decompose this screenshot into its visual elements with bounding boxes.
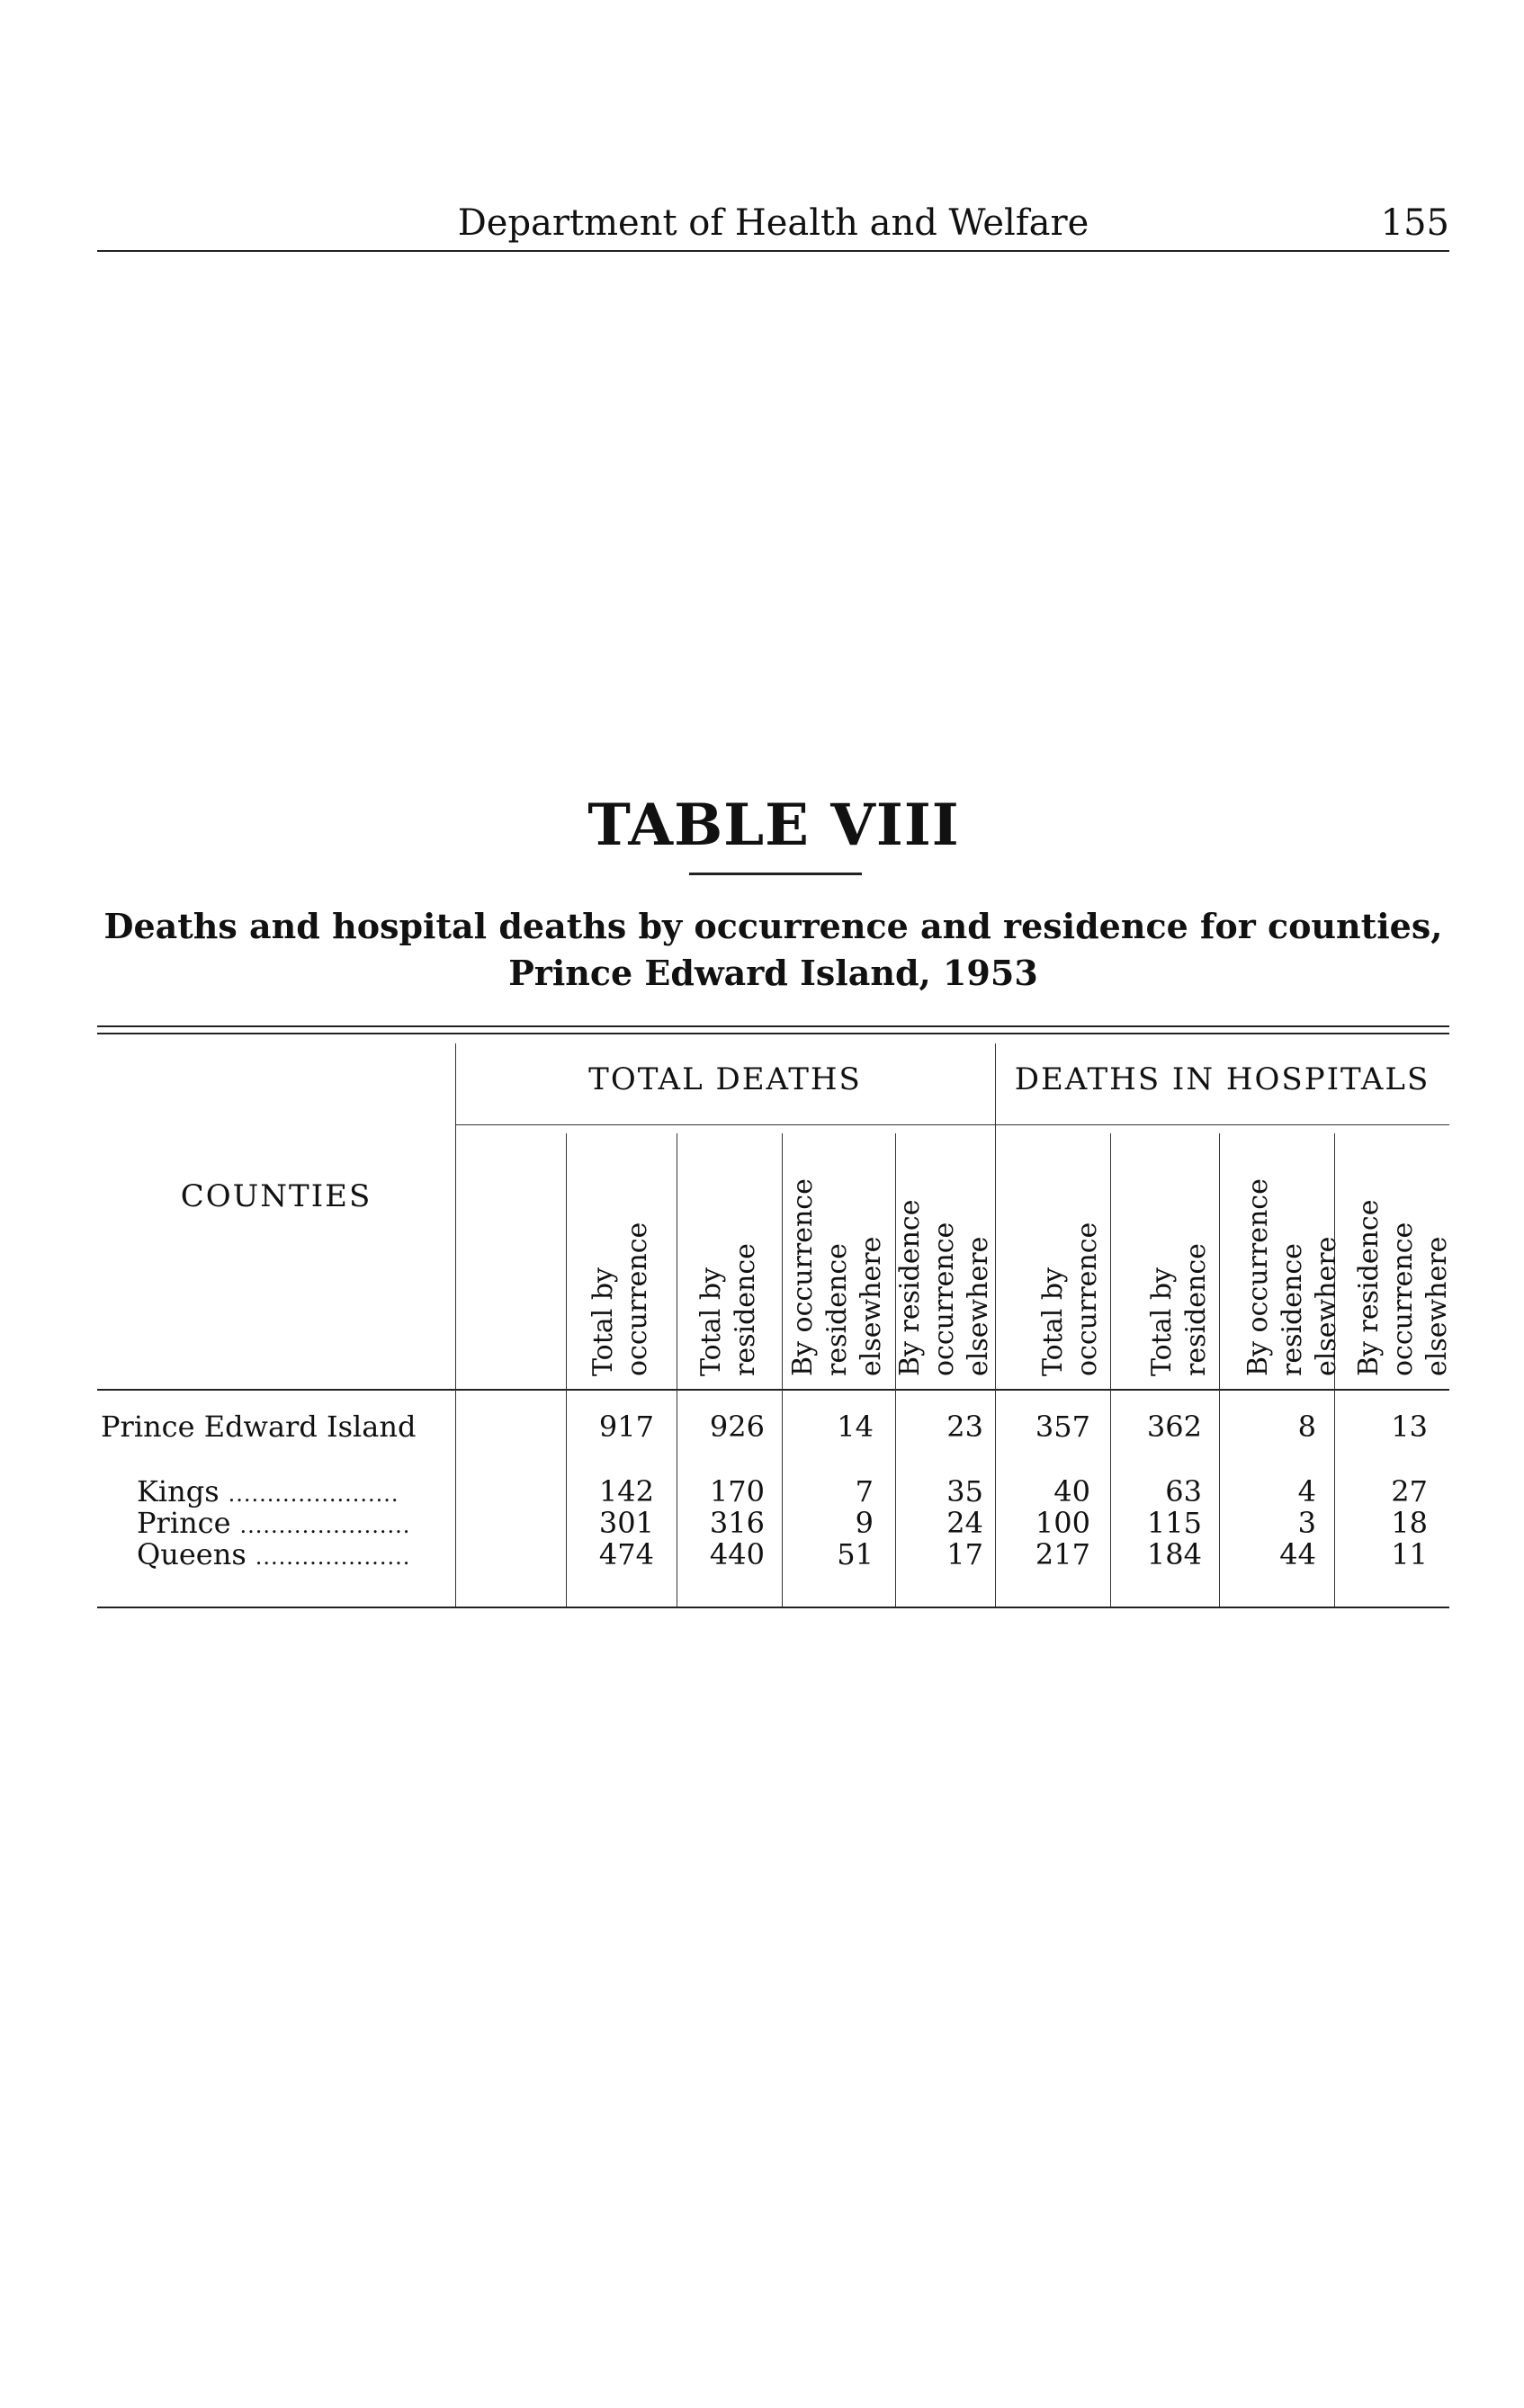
caption-line-2: Prince Edward Island, 1953 <box>508 953 1038 993</box>
group-header-rule <box>455 1124 1449 1125</box>
table-cell: 44 <box>1279 1537 1316 1571</box>
table-cell: 184 <box>1146 1537 1202 1571</box>
table-cell: 13 <box>1391 1410 1428 1444</box>
column-header-by-occurrence-residence-elsewhere: By occurrence residence elsewhere <box>787 1178 887 1376</box>
row-label-kings: Kings ...................... <box>137 1474 399 1508</box>
column-header-hospital-by-residence-occurrence-elsewhere: By residence occurrence elsewhere <box>1353 1199 1453 1376</box>
table-cell: 51 <box>837 1537 874 1571</box>
table-cell: 440 <box>709 1537 765 1571</box>
table-cell: 63 <box>1165 1474 1202 1508</box>
column-header-by-residence-occurrence-elsewhere: By residence occurrence elsewhere <box>894 1199 994 1376</box>
group-header-total-deaths: TOTAL DEATHS <box>588 1061 862 1097</box>
group-header-hospital-deaths: DEATHS IN HOSPITALS <box>1014 1061 1430 1097</box>
header-bottom-rule <box>97 1389 1449 1391</box>
row-label-prince-edward-island: Prince Edward Island <box>101 1410 417 1444</box>
table-cell: 3 <box>1297 1506 1316 1540</box>
column-header-hospital-by-occurrence-residence-elsewhere: By occurrence residence elsewhere <box>1242 1178 1342 1376</box>
running-head <box>97 196 1449 252</box>
table-cell: 23 <box>946 1410 983 1444</box>
table-cell: 18 <box>1391 1506 1428 1540</box>
table-title: TABLE VIII <box>587 792 960 859</box>
table-cell: 9 <box>855 1506 874 1540</box>
column-header-total-by-residence: Total by residence <box>695 1243 761 1376</box>
table-cell: 24 <box>946 1506 983 1540</box>
column-divider <box>566 1133 567 1389</box>
table-cell: 4 <box>1297 1474 1316 1508</box>
table-cell: 17 <box>946 1537 983 1571</box>
table-cell: 217 <box>1035 1537 1090 1571</box>
column-header-hospital-total-by-occurrence: Total by occurrence <box>1037 1222 1103 1376</box>
table-cell: 7 <box>855 1474 874 1508</box>
stub-divider <box>455 1389 456 1607</box>
table-cell: 170 <box>709 1474 765 1508</box>
table-cell: 27 <box>1391 1474 1428 1508</box>
title-rule <box>689 873 862 875</box>
row-label-queens: Queens .................... <box>137 1537 411 1571</box>
table-cell: 362 <box>1146 1410 1202 1444</box>
counties-header: COUNTIES <box>180 1178 372 1214</box>
table-cell: 40 <box>1053 1474 1090 1508</box>
table-cell: 917 <box>598 1410 654 1444</box>
table-cell: 115 <box>1146 1506 1202 1540</box>
table-cell: 11 <box>1391 1537 1428 1571</box>
row-label-prince: Prince ...................... <box>137 1506 411 1540</box>
table-top-rule-2 <box>97 1033 1449 1034</box>
table-cell: 35 <box>946 1474 983 1508</box>
table-cell: 926 <box>709 1410 765 1444</box>
table-cell: 8 <box>1297 1410 1316 1444</box>
table-top-rule <box>97 1025 1449 1027</box>
table-cell: 357 <box>1035 1410 1090 1444</box>
table-cell: 316 <box>709 1506 765 1540</box>
table-cell: 474 <box>598 1537 654 1571</box>
table-cell: 14 <box>837 1410 874 1444</box>
running-title: Department of Health and Welfare <box>457 202 1089 244</box>
table-bottom-rule <box>97 1607 1449 1608</box>
table-cell: 142 <box>598 1474 654 1508</box>
caption-line-1: Deaths and hospital deaths by occurrence and residence for counties, <box>103 906 1443 946</box>
table-cell: 301 <box>598 1506 654 1540</box>
page-number: 155 <box>1380 202 1449 244</box>
column-header-hospital-total-by-residence: Total by residence <box>1146 1243 1212 1376</box>
column-divider <box>782 1133 783 1389</box>
table-cell: 100 <box>1035 1506 1090 1540</box>
column-header-total-by-occurrence: Total by occurrence <box>587 1222 653 1376</box>
table-caption <box>97 903 1449 997</box>
